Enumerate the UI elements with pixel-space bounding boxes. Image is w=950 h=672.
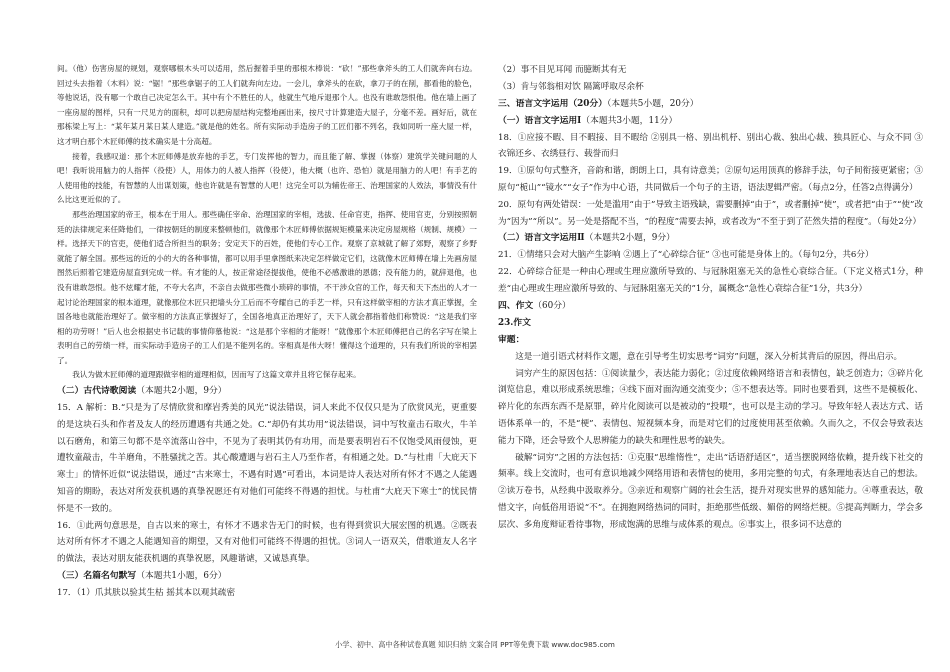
answer-q17-line2: （2）事不目见耳闻 而臆断其有无 — [498, 65, 627, 75]
section-note: （本题共2小题，9分） — [136, 386, 227, 397]
section-heading-essay — [498, 298, 923, 315]
subsection-note: （本题共2小题，9分） — [584, 233, 675, 244]
answer-q17-line3: （3）肯与邻翁相对饮 隔篱呼取尽余杯 — [498, 81, 644, 92]
page-footer: 小学、初中、高中各种试卷真题 知识归纳 文案合同 PPT等免费下载 www.doc985.com — [335, 640, 615, 649]
section-title: 三、语言文字运用（20分） — [498, 98, 608, 109]
section-note: （本题共5小题，20分） — [607, 98, 699, 109]
left-column — [57, 62, 477, 662]
essay-analysis-para: 这是一道引语式材料作文题，意在引导考生切实思考“词穷”问题，深入分析其背后的原因，得出启示。 — [515, 351, 903, 362]
section-title: （三）名篇名句默写 — [57, 571, 137, 582]
answer-q20: 20．原句有两处错误：一处是滥用“由于”导致主语残缺，需要删掉“由于”，或者删掉“使”，或者把“由于”“使”改为“因为”“所以”。另一处是搭配不当，“的程度”需要去掉，或者改为“不至于到了茫然失措的程度”。（每处2分） — [498, 199, 923, 227]
answer-q22: 22．心碎综合征是一种由心理或生理应激所导致的、与冠脉阻塞无关的急性心衰综合征。（下定义格式1分，种差“由心理或生理应激所导致的、与冠脉阻塞无关的”1分，属概念“急性心衰综合征”1分，共3分） — [498, 267, 923, 294]
answer-q18: 18．①应接不暇、目不暇接、目不暇给 ②别具一格、别出机杼、别出心裁、独出心裁、独具匠心、与众不同 ③衣锦还乡、衣绣昼行、载誉而归 — [498, 132, 923, 160]
reading-translation-para: 我认为做木匠师傅的道理跟做宰相的道理相似，因而写了这篇文章并且将它保存起来。 — [72, 370, 361, 380]
section-heading-language — [498, 96, 923, 113]
answer-q16: 16．①此两句意思是，自古以来的寒士，有怀才不遇求告无门的时候，也有得到赏识大展宏图的机遇。②既表达对所有怀才不遇之人能遇知音的期望，又有对他们可能终不得遇的担忧。③词人一语双关，借歌道友人名字的做法，表达对朋友能获机遇的真挚祝愿，风趣谐谑，又诚恳真挚。 — [57, 520, 477, 565]
answer-q17-line1: 17．（1）爪其肤以验其生枯 摇其本以观其疏密 — [57, 588, 236, 599]
section-title: 四、作文 — [498, 300, 534, 311]
subsection-title: （一）语言文字运用Ⅰ — [498, 115, 582, 126]
reading-translation-para: 间。（他）伤害房屋的规划，观察哪根木头可以适用，然后握着手里的那根木棒说：“砍！”那些拿斧头的工人们就奔向右边。回过头去指着（木料）说：“锯！”那些拿锯子的工人们就奔向左边。一会儿，拿斧头的在砍，拿刀子的在削，都看他的脸色，等他说话，没有哪一个敢自己决定怎么干。其中有个不胜任的人，他就生气地斥退那个人。也没有谁敢怨恨他。他在墙上画了一座房屋的图样，只有一尺见方的面积，却可以把房屋结构完整地画出来，按尺寸计算建造大屋子，分毫不差。画好后，就在那栋梁上写上：“某年某月某日某人建造。”就是他的姓名。所有实际动手造房子的工匠们都不列名，我如同听一座大屋一样，这才明白那个木匠师傅的技术确实是十分高超。 — [57, 64, 477, 146]
essay-question-label: 23.作文 — [498, 317, 531, 328]
subsection-note: （本题共3小题，11分） — [581, 115, 678, 126]
essay-analysis-para: 破解“词穷”之困的方法包括：①克服“思维惰性”，走出“话语舒适区”，适当摆脱网络依赖，提升线下社交的频率。线上交流时，也可有意识地减少网络用语和表情包的使用，多用完整的句式，有条理地表达自己的想法。②读万卷书，从经典中汲取养分。③亲近和观察广阔的社会生活，提升对现实世界的感知能力。④尊重表达，敬惜文字，向低俗用语说“不”。在拥抱网络热词的同时，拒绝那些低级、媚俗的网络烂梗。⑤提高判断力，学会多层次、多角度辩证看待事物，形成饱满的思维与成体系的观点。⑥事实上，很多词不达意的 — [498, 452, 923, 530]
section-note: （60分） — [533, 300, 571, 311]
answer-q21: 21．①情绪只会对大脑产生影响 ②遇上了“心碎综合征” ③也可能是身体上的。（每句2分，共6分） — [498, 250, 874, 261]
answer-q15: 15．A 解析：B.“只是为了尽情欣赏和摩岩秀美的风光”说法错误，词人来此不仅仅只是为了欣赏风光，更重要的是这块石头和作者及友人的经历遭遇有共通之处。C.“却仍有其功用”说法错误，词中写牧童击石取火，牛羊以石磨角，和第三句都不是卒流落山谷中，不见为了表明其仍有功用，而是要表明岩石不仅饱受风雨侵蚀，更遭牧童敲击，牛羊磨角，不胜骚扰之苦。其心酸遭遇与岩石主人乃至作者，有相通之处。D.“与杜甫「大庇天下寒士」的情怀近似”说法错误，通过“古来寒士，不遇有时遇”可看出，本词是诗人表达对所有怀才不遇之人能遇知音的期盼，表达对所发获机遇的真挚祝愿还有对他们可能终不得遇的担忧。与杜甫“大庇天下寒士”的忧民情怀是不一致的。 — [57, 403, 477, 514]
section-heading-poetry — [57, 383, 477, 400]
section-title: （二）古代诗歌阅读 — [57, 386, 137, 397]
essay-analysis-para: 词穷产生的原因包括：①阅读量少，表达能力弱化；②过度依赖网络语言和表情包，缺乏创造力；③碎片化浏览信息，难以形成系统思维；④线下面对面沟通交流变少；⑤不想表达等。同时也要看到，这些不是模板化、碎片化的东西东西不是原罪，碎片化阅读可以是被动的“投喂”，也可以是主动的学习。导致年轻人表达方式、话语体系单一的，不是“梗”、表情包、短视频本身，而是对它们的过度使用甚至依赖。久而久之，不仅会导致表达能力下降，还会导致个人思辨能力的缺失和理性思考的缺失。 — [498, 368, 923, 446]
subsection-heading-language-1 — [498, 113, 923, 130]
answer-q19: 19．①原句句式整齐，音韵和谐，朗朗上口，具有诗意美；②原句运用顶真的修辞手法，句子间衔接更紧密；③原句“栀山”“镜水”“女子”作为中心语，共同做后一个句子的主语，语法逻辑严密。（每点2分，任答2点得满分） — [498, 166, 923, 193]
subsection-title: （二）语言文字运用Ⅱ — [498, 233, 585, 244]
section-heading-recitation — [57, 568, 477, 585]
reading-translation-para: 那些治理国家的帝王，根本在于用人。那些确任宰命、治理国家的宰相，选拔、任命官吏，指挥、使用官吏，分别按照朝廷的法律规定来任降他们，一律按朝廷的制度来整顿他们，就像那个木匠师傅依据规矩模量来决定房屋规格（规制、规模）一样。选择天下的官吏，使他们适合所担当的职务；安定天下的百姓，使他们专心工作。观察了京城就了解了郊野，观察了乡野就能了解全国。那些远的近的小的大的各种事情，都可以用手里拿图纸来决定怎样做定它们，这就像木匠师傅在墙上先画房屋图然后照着它建造房屋直到完成一样。有才能的人，按正常途径提拔他，使他不必感激谁的恩德；没有能力的，就辞退他，也没有谁敢怨恨。他不炫耀才能，不夸大名声，不亲自去做那些微小琐碎的事情，不干涉众官的工作，每天和天下杰出的人才一起讨论治理国家的根本道理，就像那位木匠只把墙头分工后而不夸耀自己的手艺一样，只有这样做宰相的方法才真正掌握，全国各地也就能治理好了。做宰相的方法真正掌握好了，全国各地真正治理好了，天下人就会都指着他们称赞说：“这是我们宰相的功劳呀！”后人也会根据史书记载的事情仰慕他说：“这是那个宰相的才能呀！”就像那个木匠师傅把自己的名字写在梁上表明自己的劳绩一样，而实际动手造房子的工人们是不能列名的。宰相真是伟大呀！懂得这个道理的，只有我们所说的宰相罢了。 — [57, 209, 477, 365]
right-column — [498, 62, 923, 662]
reading-translation-para: 接着，我感叹道：那个木匠师傅是放弃他的手艺，专门发挥他的智力，而且能了解、掌握（体察）建筑学关键问题的人吧！我听说用脑力的人指挥（役使）人，用体力的人被人指挥（役使），他大概（也许、恐怕）就是用脑力的人吧！有手艺的人使用他的技能，有智慧的人出谋划策，他也许就是有智慧的人吧！这完全可以为辅佐帝王、治理国家的人效法，事情没有什么比这更近似的了。 — [57, 151, 477, 205]
section-note: （本题共1小题，6分） — [136, 571, 227, 582]
subsection-heading-language-2 — [498, 230, 923, 247]
essay-shenti-label: 审题： — [498, 334, 525, 345]
